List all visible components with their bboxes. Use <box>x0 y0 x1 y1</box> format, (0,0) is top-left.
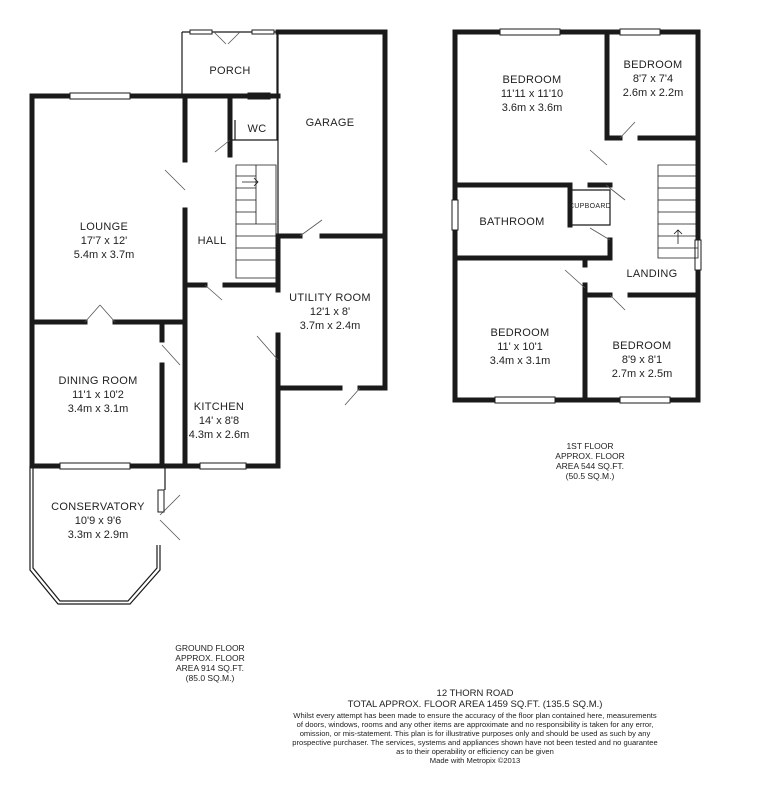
room-name-hall: HALL <box>197 235 227 247</box>
room-dims-bedroom-2-imperial: 8'7 x 7'4 <box>632 73 674 85</box>
disclaimer <box>265 711 685 765</box>
room-name-porch: PORCH <box>209 65 251 77</box>
ground-floor-caption-line: (85.0 SQ.M.) <box>185 673 235 683</box>
footer <box>265 688 685 765</box>
room-name-bedroom-1: BEDROOM <box>502 74 562 86</box>
room-dims-utility-imperial: 12'1 x 8' <box>309 306 351 318</box>
room-dims-conservatory-imperial: 10'9 x 9'6 <box>74 515 122 527</box>
room-name-cupboard: CUPBOARD <box>568 203 612 210</box>
disclaimer-line: as to their operability or efficiency can be given <box>396 747 554 756</box>
room-name-wc: WC <box>247 123 267 135</box>
credit: Made with Metropix ©2013 <box>429 756 521 765</box>
room-dims-kitchen-metric: 4.3m x 2.6m <box>188 429 250 441</box>
room-name-bedroom-3: BEDROOM <box>490 327 550 339</box>
room-dims-dining-imperial: 11'1 x 10'2 <box>72 389 124 401</box>
room-dims-dining-metric: 3.4m x 3.1m <box>67 403 129 415</box>
first-floor-caption-line: AREA 544 SQ.FT. <box>555 461 625 471</box>
disclaimer-line: prospective purchaser. The services, systems and appliances shown have not been tested and no guarantee <box>292 738 658 747</box>
ground-floor-caption <box>160 643 260 683</box>
room-dims-bedroom-1-imperial: 11'11 x 11'10 <box>500 88 564 100</box>
room-dims-bedroom-3-imperial: 11' x 10'1 <box>497 341 543 353</box>
room-dims-lounge-imperial: 17'7 x 12' <box>80 235 128 247</box>
room-dims-bedroom-3-metric: 3.4m x 3.1m <box>489 355 551 367</box>
room-name-landing: LANDING <box>626 268 678 280</box>
room-name-bedroom-2: BEDROOM <box>623 59 683 71</box>
room-name-lounge: LOUNGE <box>79 221 129 233</box>
room-dims-lounge-metric: 5.4m x 3.7m <box>73 249 135 261</box>
room-dims-conservatory-metric: 3.3m x 2.9m <box>67 529 129 541</box>
first-floor-caption <box>540 441 640 481</box>
first-floor-caption-line: 1ST FLOOR <box>566 441 614 451</box>
disclaimer-line: of doors, windows, rooms and any other items are approximate and no responsibility is taken for any error, <box>296 720 654 729</box>
room-dims-bedroom-4-imperial: 8'9 x 8'1 <box>621 354 663 366</box>
first-floor-caption-line: (50.5 SQ.M.) <box>565 471 615 481</box>
room-name-bedroom-4: BEDROOM <box>612 340 672 352</box>
room-name-conservatory: CONSERVATORY <box>51 501 145 513</box>
room-dims-bedroom-2-metric: 2.6m x 2.2m <box>622 87 684 99</box>
ground-floor-caption-line: APPROX. FLOOR <box>175 653 245 663</box>
room-dims-bedroom-1-metric: 3.6m x 3.6m <box>501 102 563 114</box>
room-dims-utility-metric: 3.7m x 2.4m <box>299 320 361 332</box>
room-name-garage: GARAGE <box>305 117 355 129</box>
room-name-dining: DINING ROOM <box>58 375 138 387</box>
first-floor-caption-line: APPROX. FLOOR <box>555 451 625 461</box>
room-dims-bedroom-4-metric: 2.7m x 2.5m <box>611 368 673 380</box>
disclaimer-line: omission, or mis-statement. This plan is for illustrative purposes only and should be used as such by any <box>299 729 651 738</box>
room-name-utility: UTILITY ROOM <box>289 292 371 304</box>
room-name-kitchen: KITCHEN <box>193 401 245 413</box>
room-name-bathroom: BATHROOM <box>479 216 545 228</box>
ground-floor-caption-line: AREA 914 SQ.FT. <box>175 663 245 673</box>
total-area: TOTAL APPROX. FLOOR AREA 1459 SQ.FT. (135.5 SQ.M.) <box>347 699 603 710</box>
disclaimer-line: Whilst every attempt has been made to ensure the accuracy of the floor plan contained here, measurements <box>293 711 657 720</box>
room-dims-kitchen-imperial: 14' x 8'8 <box>198 415 240 427</box>
address: 12 THORN ROAD <box>436 688 514 699</box>
ground-floor-caption-line: GROUND FLOOR <box>175 643 245 653</box>
